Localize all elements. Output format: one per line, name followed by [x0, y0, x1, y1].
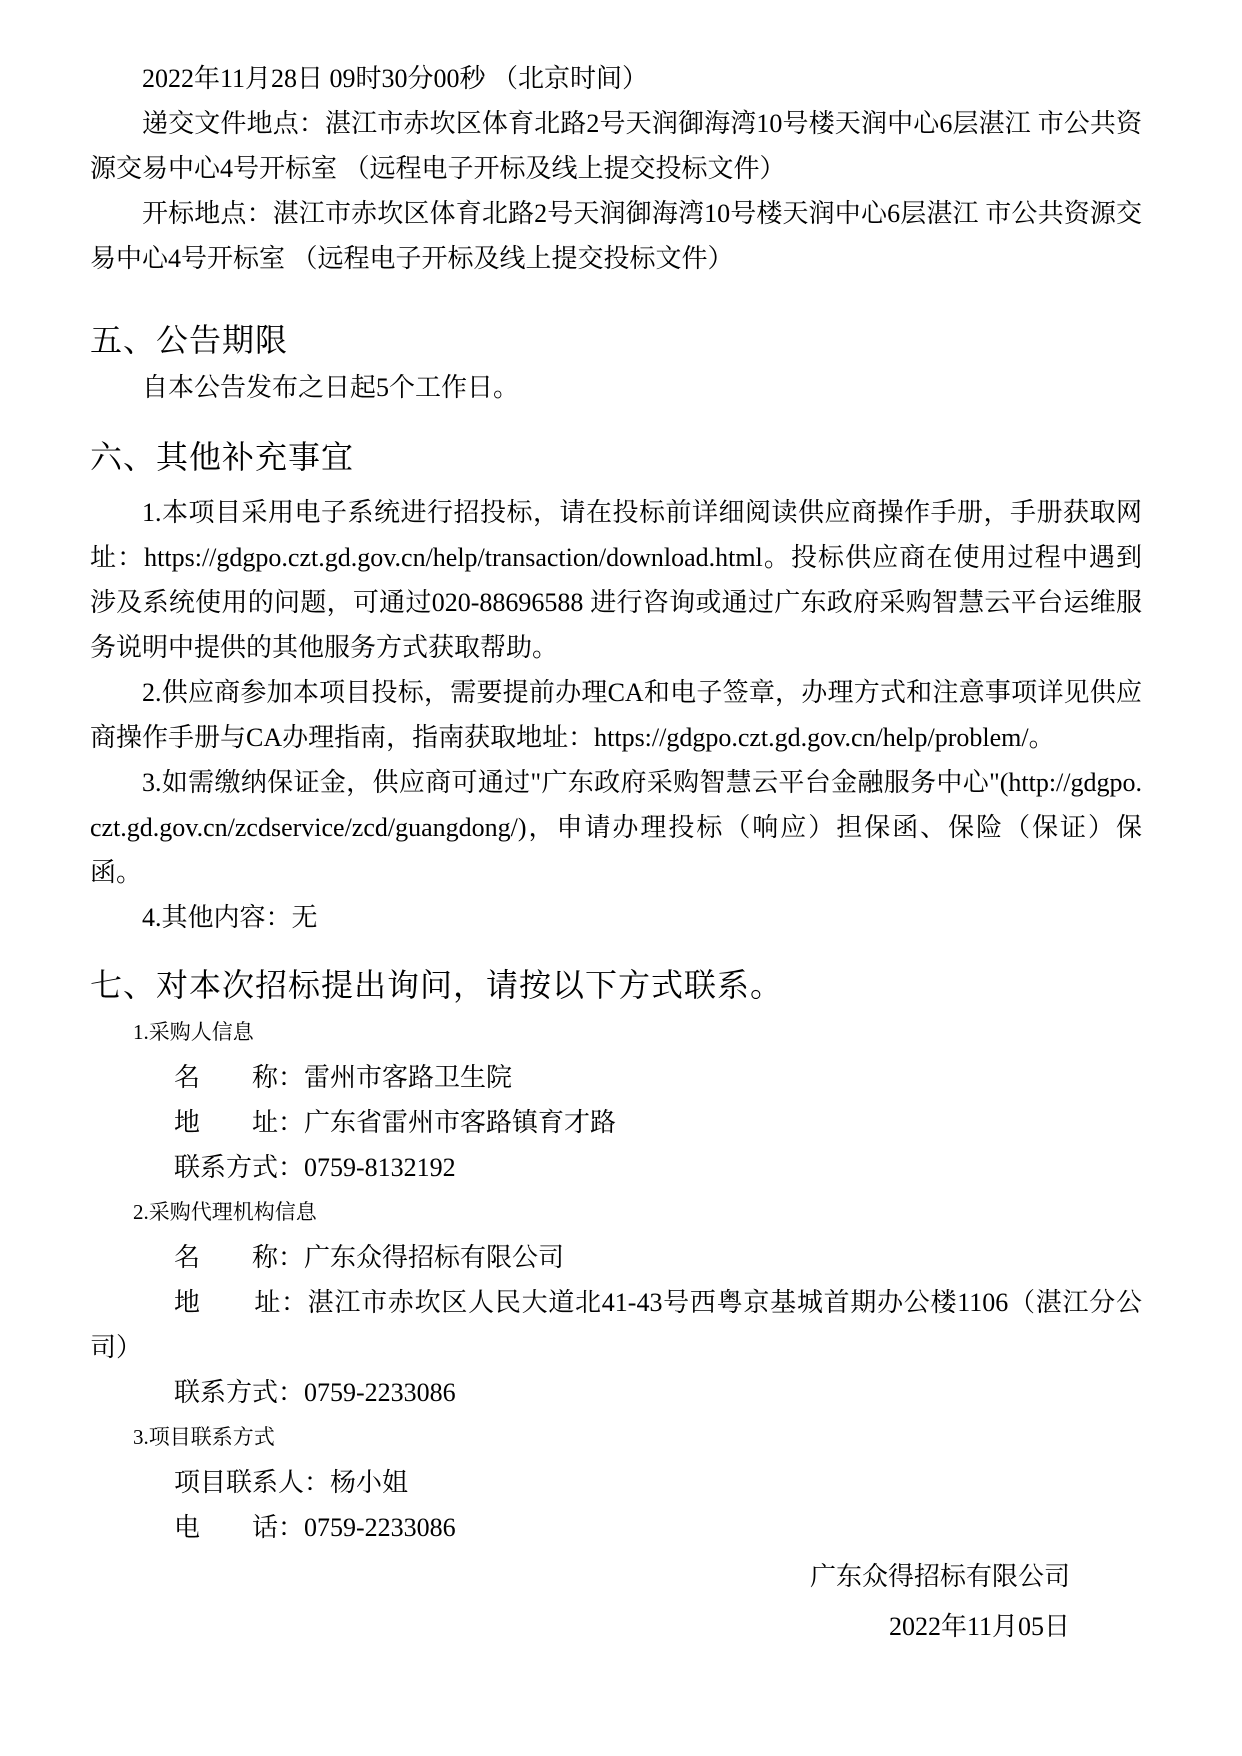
- signature-date: 2022年11月05日: [888, 1612, 1070, 1641]
- agency-contact: 联系方式：0759-2233086: [174, 1378, 456, 1407]
- supplementary-item-1: 1.本项目采用电子系统进行招投标，请在投标前详细阅读供应商操作手册，手册获取网址：https://gdgpo.czt.gd.gov.cn/help/transaction/download.html。投标供应商在使用过程中遇到涉及系统使用的问题，可通过020-88696588 进行咨询或通过广东政府采购智慧云平台运维服务说明中提供的其他服务方式获取帮助。: [90, 498, 1142, 662]
- purchaser-info-title: 1.采购人信息: [133, 1020, 254, 1044]
- section-heading-inquiry-contact: 七、对本次招标提出询问，请按以下方式联系。: [90, 967, 784, 1003]
- signature-block: [90, 1552, 1142, 1652]
- purchaser-address: 地 址：广东省雷州市客路镇育才路: [174, 1108, 617, 1137]
- purchaser-contact: 联系方式：0759-8132192: [174, 1153, 456, 1182]
- supplementary-item-4: 4.其他内容：无: [142, 903, 318, 932]
- deadline-datetime-text: 2022年11月28日 09时30分00秒 （北京时间）: [142, 64, 649, 93]
- purchaser-name: 名 称：雷州市客路卫生院: [174, 1063, 513, 1092]
- bid-opening-location-text: 开标地点：湛江市赤坎区体育北路2号天润御海湾10号楼天润中心6层湛江 市公共资源交易中心4号开标室 （远程电子开标及线上提交投标文件）: [90, 199, 1142, 273]
- document-submission-location-text: 递交文件地点：湛江市赤坎区体育北路2号天润御海湾10号楼天润中心6层湛江 市公共资源交易中心4号开标室 （远程电子开标及线上提交投标文件）: [90, 109, 1142, 183]
- agency-address: 地 址：湛江市赤坎区人民大道北41-43号西粤京基城首期办公楼1106（湛江分公司）: [90, 1288, 1142, 1362]
- purchaser-info-block: [90, 1010, 1142, 1190]
- agency-info-title: 2.采购代理机构信息: [133, 1200, 317, 1224]
- section-heading-announcement-period: 五、公告期限: [90, 322, 289, 358]
- project-contact-person: 项目联系人：杨小姐: [174, 1468, 409, 1497]
- project-contact-phone: 电 话：0759-2233086: [174, 1513, 456, 1542]
- project-contact-block: [90, 1415, 1142, 1550]
- supplementary-item-2: 2.供应商参加本项目投标，需要提前办理CA和电子签章，办理方式和注意事项详见供应商操作手册与CA办理指南，指南获取地址：https://gdgpo.czt.gd.gov.cn/help/problem/。: [90, 678, 1142, 752]
- project-contact-title: 3.项目联系方式: [133, 1425, 275, 1449]
- signature-company: 广东众得招标有限公司: [809, 1562, 1070, 1591]
- section-heading-supplementary-matters: 六、其他补充事宜: [90, 439, 355, 475]
- agency-name: 名 称：广东众得招标有限公司: [174, 1243, 565, 1272]
- supplementary-item-3: 3.如需缴纳保证金，供应商可通过"广东政府采购智慧云平台金融服务中心"(http://gdgpo.czt.gd.gov.cn/zcdservice/zcd/guangdong/)，申请办理投标（响应）担保函、保险（保证）保函。: [90, 768, 1142, 887]
- announcement-period-text: 自本公告发布之日起5个工作日。: [142, 373, 520, 402]
- agency-info-block: [90, 1190, 1142, 1415]
